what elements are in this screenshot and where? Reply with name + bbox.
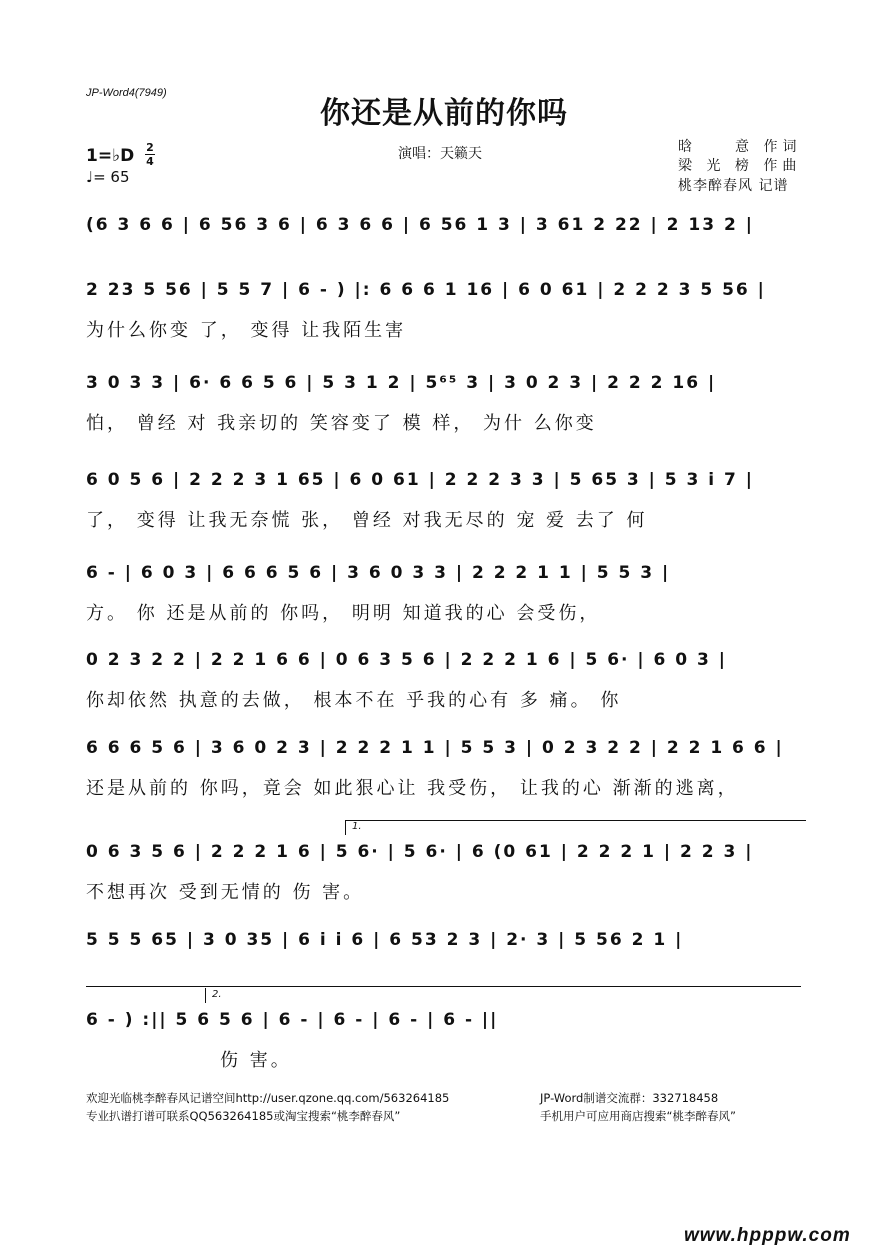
- score-system-4: [0, 470, 888, 556]
- repeat-bracket-line: [86, 986, 801, 1001]
- notes-line: 0 6 3 5 6 | 2 2 2 1 6 | 5 6· | 5 6· | 6 (0 61 | 2 2 2 1 | 2 2 3 |: [86, 842, 754, 862]
- lyrics-line: 还是从前的 你吗，竟会 如此狠心让 我受伤， 让我的心 渐渐的逃离，: [86, 778, 739, 799]
- footer-group: JP-Word制谱交流群：332718458: [540, 1091, 719, 1105]
- notes-line: 6 0 5 6 | 2 2 2 3 1 65 | 6 0 61 | 2 2 2 3 3 | 5 65 3 | 5 3 i 7 |: [86, 470, 755, 490]
- score-system-6: [0, 650, 888, 736]
- notes-line: 0 2 3 2 2 | 2 2 1 6 6 | 0 6 3 5 6 | 2 2 2 1 6 | 5 6· | 6 0 3 |: [86, 650, 727, 670]
- score-system-3: [0, 373, 888, 459]
- watermark: www.hpppw.com: [684, 1225, 851, 1246]
- score-system-2: [0, 280, 888, 366]
- lyrics-line: 你却依然 执意的去做， 根本不在 乎我的心有 多 痛。 你: [86, 690, 622, 711]
- singer-credit: 演唱：天籁天: [398, 146, 482, 162]
- software-label: JP-Word4(7949): [86, 87, 167, 99]
- song-title: 你还是从前的你吗: [320, 96, 568, 131]
- footer-mobile: 手机用户可应用商店搜索“桃李醉春风”: [540, 1109, 736, 1123]
- time-signature: [145, 142, 155, 167]
- lyrics-line: 方。 你 还是从前的 你吗， 明明 知道我的心 会受伤，: [86, 603, 601, 624]
- second-ending-label: 2.: [212, 989, 222, 1000]
- footer-contact: 专业扒谱打谱可联系QQ563264185或淘宝搜索“桃李醉春风”: [86, 1109, 401, 1123]
- tempo-mark: ♩= 65: [86, 168, 130, 186]
- notes-line: 6 6 6 5 6 | 3 6 0 2 3 | 2 2 2 1 1 | 5 5 3 | 0 2 3 2 2 | 2 2 1 6 6 |: [86, 738, 784, 758]
- meter-top: 2: [146, 141, 154, 154]
- meter-bottom: 4: [146, 155, 154, 168]
- first-ending-bracket: [345, 820, 806, 835]
- transcriber-credit: 桃李醉春风 记谱: [678, 178, 789, 194]
- score-system-10: [0, 989, 888, 1096]
- notes-line: 6 - | 6 0 3 | 6 6 6 5 6 | 3 6 0 3 3 | 2 2 2 1 1 | 5 5 3 |: [86, 563, 671, 583]
- notes-line: 6 - ) :|| 5 6 5 6 | 6 - | 6 - | 6 - | 6 - ||: [86, 1010, 499, 1030]
- first-ending-label: 1.: [352, 821, 362, 832]
- score-system-7: [0, 738, 888, 824]
- lyrics-line: 为什么你变 了， 变得 让我陌生害: [86, 320, 407, 341]
- score-system-8: [0, 821, 888, 928]
- lyrics-line: 不想再次 受到无情的 伤 害。: [86, 882, 365, 903]
- score-system-9: [0, 930, 888, 1016]
- notes-line: 2 23 5 56 | 5 5 7 | 6 - ) |: 6 6 6 1 16 | 6 0 61 | 2 2 2 3 5 56 |: [86, 280, 766, 300]
- footer-website: 欢迎光临桃李醉春风记谱空间http://user.qzone.qq.com/563264185: [86, 1091, 450, 1105]
- notes-line: 5 5 5 65 | 3 0 35 | 6 i i 6 | 6 53 2 3 | 2· 3 | 5 56 2 1 |: [86, 930, 684, 950]
- lyrics-line: 伤 害。: [220, 1050, 292, 1071]
- lyrics-line: 了， 变得 让我无奈慌 张， 曾经 对我无尽的 宠 爱 去了 何: [86, 510, 648, 531]
- notes-line: 3 0 3 3 | 6· 6 6 5 6 | 5 3 1 2 | 5⁶⁵ 3 | 3 0 2 3 | 2 2 2 16 |: [86, 373, 717, 393]
- notes-line: (6 3 6 6 | 6 56 3 6 | 6 3 6 6 | 6 56 1 3 | 3 61 2 22 | 2 13 2 |: [86, 215, 754, 235]
- lyrics-line: 怕， 曾经 对 我亲切的 笑容变了 模 样， 为什 么你变: [86, 413, 597, 434]
- key-signature: 1=♭D: [86, 146, 135, 166]
- second-ending-bracket: [205, 988, 222, 1003]
- score-system-5: [0, 563, 888, 649]
- lyricist-credit: 晗 意 作词: [678, 139, 802, 155]
- composer-credit: 梁 光 榜 作曲: [678, 158, 802, 174]
